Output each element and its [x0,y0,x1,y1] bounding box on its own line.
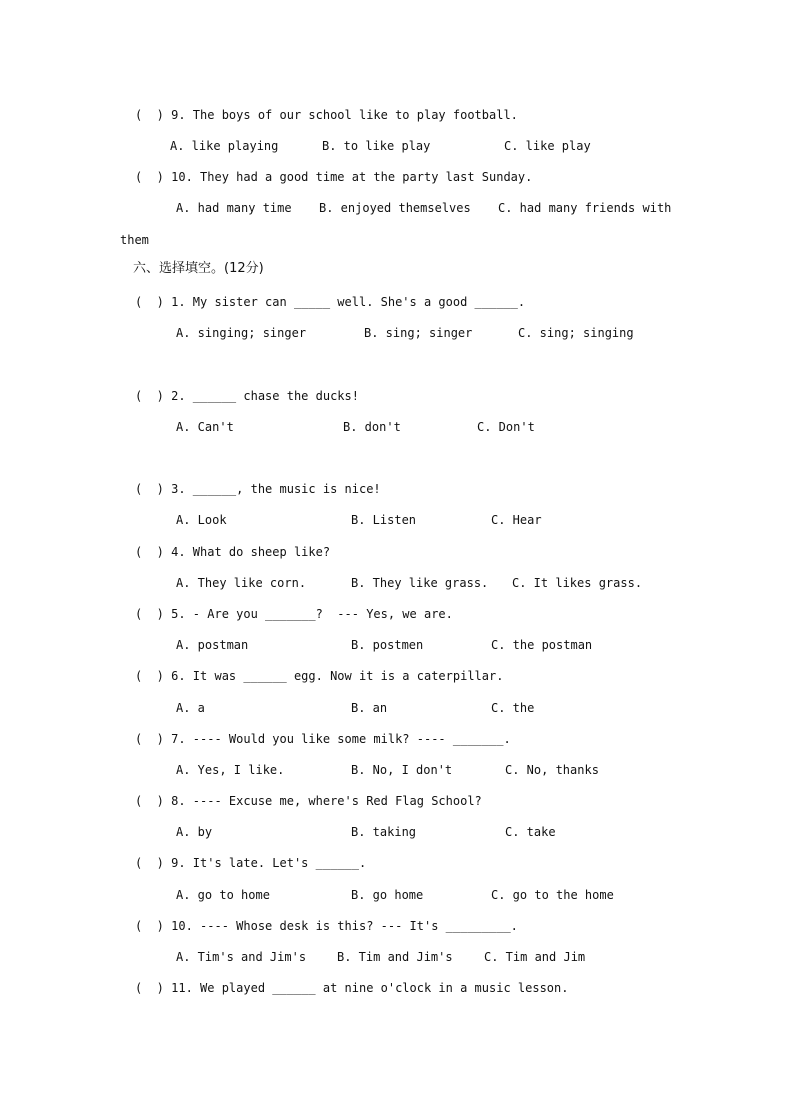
option-c: C. take [505,825,556,839]
question-stem: ( ) 4. What do sheep like? [135,545,331,559]
question-stem: ( ) 1. My sister can _____ well. She's a good ______. [135,295,526,309]
question-stem: ( ) 10. They had a good time at the party last Sunday. [135,170,533,184]
section-heading: 六、选择填空。(12分) [133,261,264,276]
option-b: B. taking [351,825,417,839]
option-a: A. Tim's and Jim's [176,950,307,964]
option-b: B. sing; singer [364,326,473,340]
option-continuation: them [120,233,149,247]
option-c: C. had many friends with [498,201,672,215]
option-a: A. singing; singer [176,326,307,340]
option-c: C. like play [504,139,591,153]
option-b: B. go home [351,888,424,902]
option-c: C. sing; singing [518,326,634,340]
question-stem: ( ) 3. ______, the music is nice! [135,482,381,496]
option-b: B. to like play [322,139,431,153]
option-c: C. No, thanks [505,763,599,777]
question-stem: ( ) 9. It's late. Let's ______. [135,856,367,870]
option-b: B. don't [343,420,401,434]
question-stem: ( ) 6. It was ______ egg. Now it is a caterpillar. [135,669,504,683]
option-a: A. by [176,825,213,839]
option-b: B. enjoyed themselves [319,201,471,215]
option-c: C. Hear [491,513,542,527]
option-c: C. the [491,701,535,715]
option-b: B. an [351,701,388,715]
option-b: B. They like grass. [351,576,489,590]
option-a: A. go to home [176,888,270,902]
question-stem: ( ) 5. - Are you _______? --- Yes, we are. [135,607,453,621]
option-a: A. like playing [170,139,279,153]
option-b: B. No, I don't [351,763,453,777]
option-a: A. a [176,701,205,715]
option-b: B. postmen [351,638,424,652]
option-a: A. Can't [176,420,234,434]
option-c: C. Tim and Jim [484,950,586,964]
option-c: C. It likes grass. [512,576,643,590]
question-stem: ( ) 8. ---- Excuse me, where's Red Flag School? [135,794,482,808]
option-a: A. Look [176,513,227,527]
option-a: A. postman [176,638,249,652]
option-a: A. Yes, I like. [176,763,285,777]
question-stem: ( ) 9. The boys of our school like to play football. [135,108,518,122]
option-c: C. the postman [491,638,593,652]
question-stem: ( ) 2. ______ chase the ducks! [135,389,359,403]
question-stem: ( ) 7. ---- Would you like some milk? ---- _______. [135,732,511,746]
question-stem: ( ) 10. ---- Whose desk is this? --- It's _________. [135,919,518,933]
option-b: B. Listen [351,513,417,527]
option-a: A. had many time [176,201,292,215]
option-c: C. Don't [477,420,535,434]
question-stem: ( ) 11. We played ______ at nine o'clock in a music lesson. [135,981,569,995]
option-a: A. They like corn. [176,576,307,590]
option-b: B. Tim and Jim's [337,950,453,964]
option-c: C. go to the home [491,888,614,902]
